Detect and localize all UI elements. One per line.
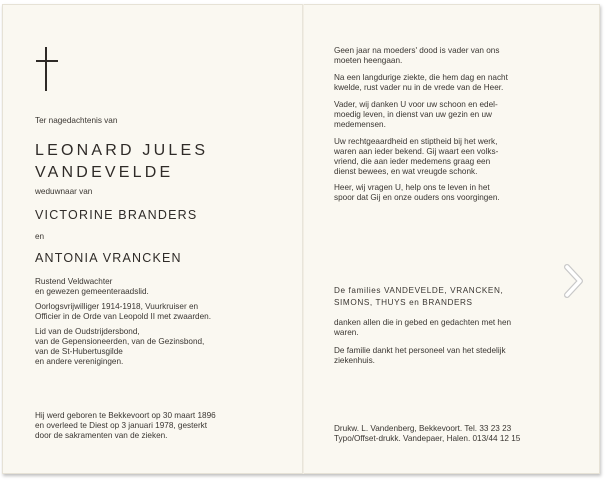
- verse-4-line-4: dienst bewees, en wat vreugde schonk.: [334, 167, 478, 176]
- verse-1-line-1: Geen jaar na moeders' dood is vader van ons: [334, 46, 500, 55]
- next-page-button[interactable]: [558, 262, 588, 300]
- member-line-3: van de St-Hubertusgilde: [35, 347, 123, 356]
- intro-text: Ter nagedachtenis van: [35, 116, 118, 125]
- staff-thanks-line-2: ziekenhuis.: [334, 356, 375, 365]
- member-line-4: en andere verenigingen.: [35, 357, 124, 366]
- printer-line-2: Typo/Offset-drukk. Vandepaer, Halen. 013/44 12 15: [334, 434, 521, 443]
- war-line-2: Officier in de Orde van Leopold II met zwaarden.: [35, 312, 211, 321]
- memorial-card: [2, 4, 600, 474]
- surname: VANDEVELDE: [35, 164, 174, 181]
- birth-line-2: en overleed te Diest op 3 januari 1978, gesterkt: [35, 421, 208, 430]
- verse-5-line-1: Heer, wij vragen U, help ons te leven in het: [334, 183, 490, 192]
- verse-4-line-2: waren aan ieder bekend. Gij waart een volks-: [334, 147, 499, 156]
- verse-3-line-3: medemensen.: [334, 120, 386, 129]
- chevron-right-icon: [561, 263, 585, 299]
- verse-2-line-2: kwelde, rust vader nu in de vrede van de Heer.: [334, 83, 504, 92]
- verse-3-line-2: moedig leven, in dienst van uw gezin en uw: [334, 110, 492, 119]
- spouse-2: ANTONIA VRANCKEN: [35, 251, 182, 265]
- birth-line-3: door de sakramenten van de zieken.: [35, 431, 168, 440]
- cross-icon: [36, 47, 58, 91]
- printer-line-1: Drukw. L. Vandenberg, Bekkevoort. Tel. 33 23 23: [334, 424, 512, 433]
- card-fold: [302, 4, 304, 474]
- staff-thanks-line-1: De familie dankt het personeel van het stedelijk: [334, 346, 506, 355]
- thanks-line-1: danken allen die in gebed en gedachten met hen: [334, 318, 512, 327]
- verse-3-line-1: Vader, wij danken U voor uw schoon en edel-: [334, 100, 498, 109]
- and-label: en: [35, 232, 45, 241]
- thanks-line-2: waren.: [334, 328, 359, 337]
- widower-label: weduwnaar van: [35, 187, 93, 196]
- verse-5-line-2: spoor dat Gij en onze ouders ons voorgingen.: [334, 193, 500, 202]
- verse-4-line-3: vriend, die aan ieder medemens graag een: [334, 157, 491, 166]
- first-names: LEONARD JULES: [35, 142, 209, 159]
- families-line-1: De families VANDEVELDE, VRANCKEN,: [334, 286, 504, 295]
- role-line-1: Rustend Veldwachter: [35, 277, 113, 286]
- verse-2-line-1: Na een langdurige ziekte, die hem dag en nacht: [334, 73, 508, 82]
- war-line-1: Oorlogsvrijwilliger 1914-1918, Vuurkruiser en: [35, 302, 199, 311]
- spouse-1: VICTORINE BRANDERS: [35, 208, 198, 222]
- verse-1-line-2: moeten heengaan.: [334, 56, 403, 65]
- families-line-2: SIMONS, THUYS en BRANDERS: [334, 298, 473, 307]
- role-line-2: en gewezen gemeenteraadslid.: [35, 287, 149, 296]
- verse-4-line-1: Uw rechtgeaardheid en stiptheid bij het werk,: [334, 137, 498, 146]
- birth-line-1: Hij werd geboren te Bekkevoort op 30 maart 1896: [35, 411, 216, 420]
- member-line-1: Lid van de Oudstrijdersbond,: [35, 327, 140, 336]
- member-line-2: van de Gepensioneerden, van de Gezinsbond,: [35, 337, 205, 346]
